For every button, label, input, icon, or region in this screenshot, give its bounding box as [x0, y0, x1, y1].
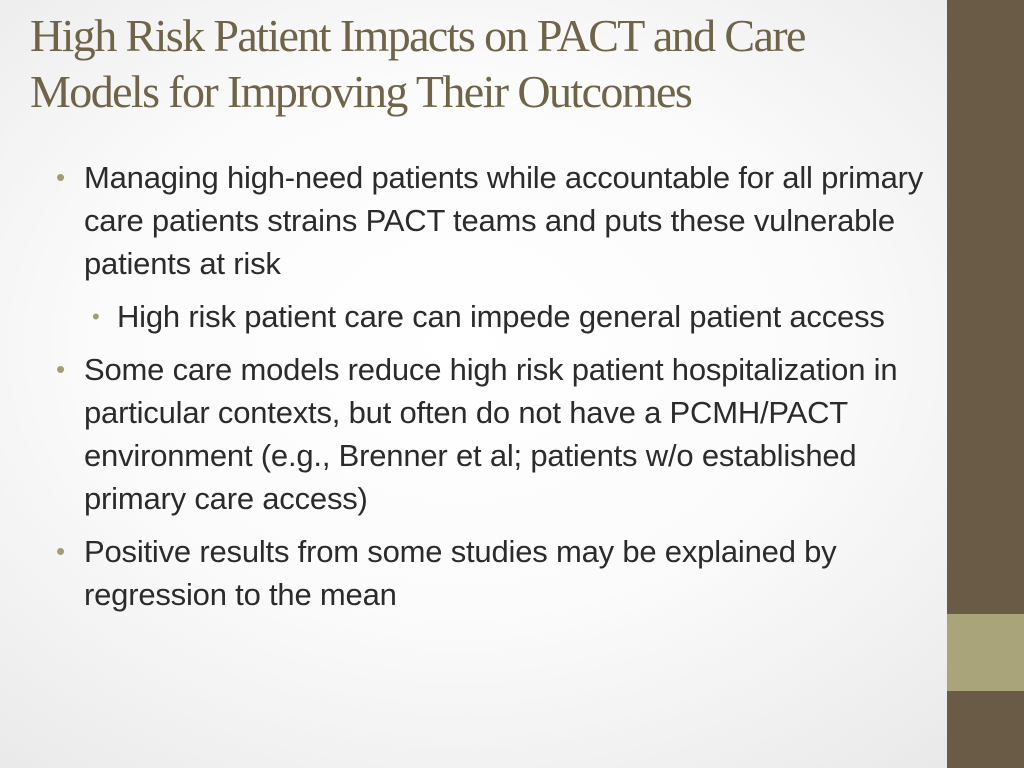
bullet-icon: •: [56, 162, 65, 192]
bullet-list: [54, 156, 939, 626]
bullet-icon: •: [92, 304, 100, 329]
bullet-item-2: [54, 348, 939, 520]
bullet-icon: •: [56, 536, 65, 566]
bullet-item-3: [54, 530, 939, 616]
bullet-text: Positive results from some studies may be explained by regression to the mean: [84, 534, 837, 612]
bullet-item-1: [54, 156, 939, 285]
bullet-icon: •: [56, 354, 65, 384]
bullet-text: Some care models reduce high risk patient hospitalization in particular contexts, but often do not have a PCMH/PACT environment (e.g., Brenner et al; patients w/o established primary care access): [84, 352, 898, 516]
bullet-text: High risk patient care can impede general patient access: [117, 299, 885, 334]
side-accent-band: [947, 614, 1024, 691]
slide-title: High Risk Patient Impacts on PACT and Care Models for Improving Their Outcomes: [30, 10, 805, 117]
sub-bullet-item-1: [54, 295, 939, 338]
bullet-text: Managing high-need patients while accountable for all primary care patients strains PACT teams and puts these vulnerable patients at risk: [84, 160, 924, 281]
